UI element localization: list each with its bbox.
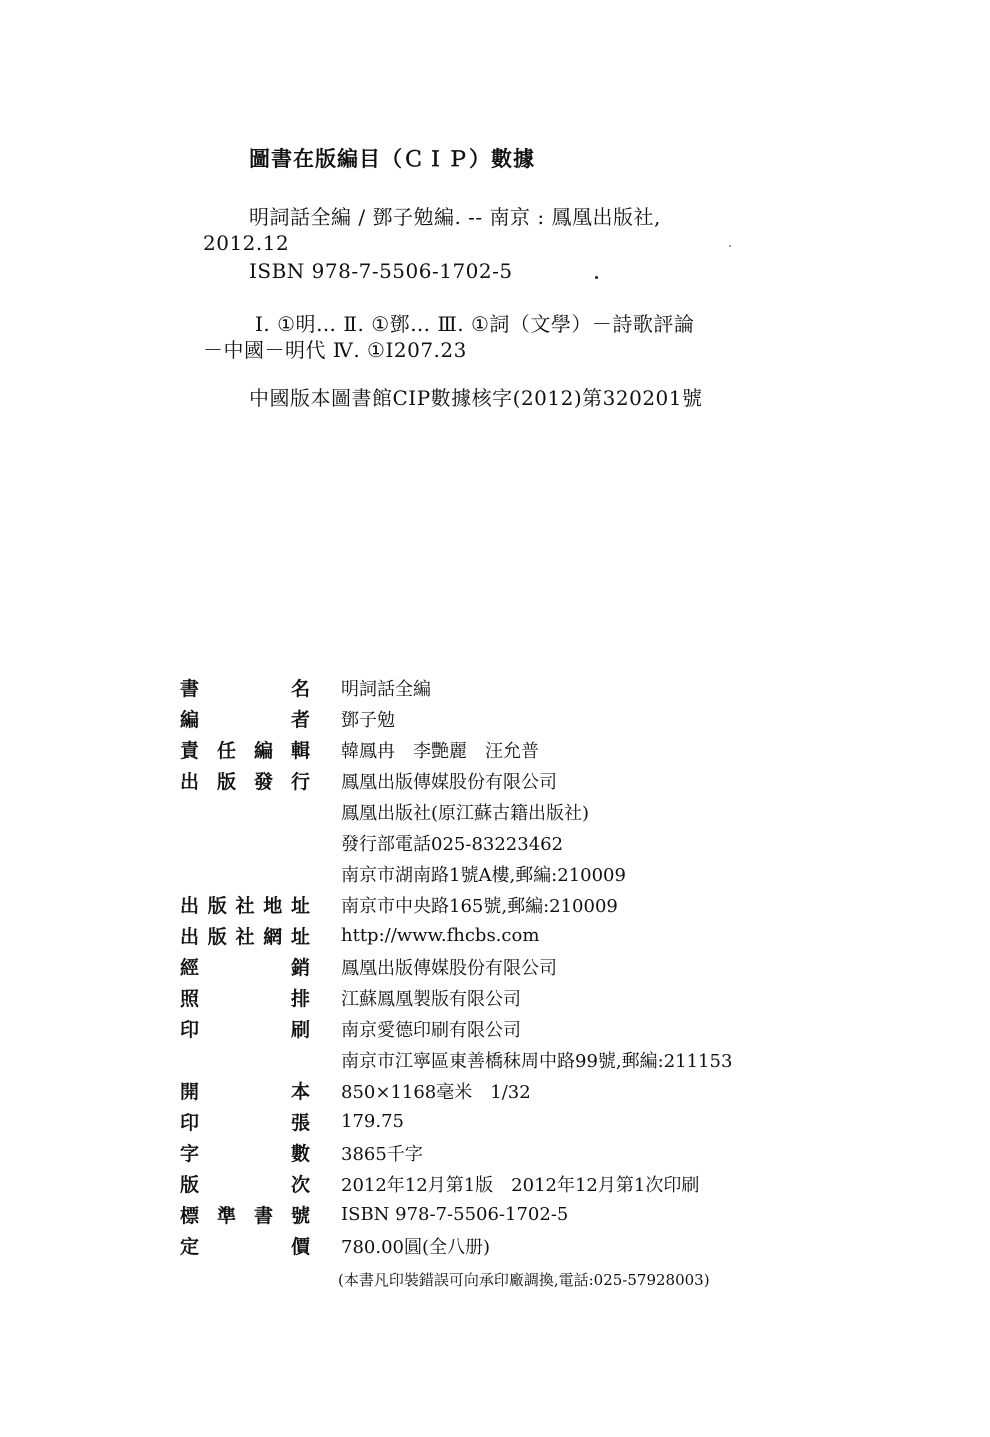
spec-value: 鄧子勉 xyxy=(341,709,395,731)
spec-value: 南京愛德印刷有限公司 xyxy=(341,1019,521,1041)
spec-label-char: 責 xyxy=(180,740,200,762)
spec-row xyxy=(180,1013,840,1044)
spec-label-char: 字 xyxy=(180,1143,200,1165)
spec-label-char: 開 xyxy=(180,1081,200,1103)
spec-label xyxy=(180,1170,310,1197)
spec-label-char: 出 xyxy=(180,771,200,793)
spec-value: 780.00圓(全八册) xyxy=(341,1236,491,1258)
spec-value: http://www.fhcbs.com xyxy=(341,925,540,946)
cip-line-registration: 中國版本圖書館CIP數據核字(2012)第320201號 xyxy=(249,386,703,410)
spec-row xyxy=(180,1230,840,1261)
spec-label-char: 張 xyxy=(290,1112,310,1134)
spec-label-char: 標 xyxy=(180,1205,200,1227)
spec-row xyxy=(180,796,840,827)
spec-label-char: 名 xyxy=(290,678,310,700)
spec-label-char: 經 xyxy=(180,957,200,979)
spec-label-char: 照 xyxy=(180,988,200,1010)
spec-label xyxy=(180,1201,310,1228)
spec-label-char: 社 xyxy=(235,926,255,948)
spec-value: 明詞話全編 xyxy=(341,678,431,700)
spec-label-char: 版 xyxy=(207,895,227,917)
spec-value: 南京市江寧區東善橋秣周中路99號,郵編:211153 xyxy=(341,1050,733,1072)
stray-speck xyxy=(729,245,731,247)
spec-label-char: 書 xyxy=(180,678,200,700)
spec-label-char: 銷 xyxy=(290,957,310,979)
spec-label-char: 行 xyxy=(290,771,310,793)
spec-label-char: 出 xyxy=(180,895,200,917)
spec-value: 南京市中央路165號,郵編:210009 xyxy=(341,895,618,917)
spec-label-char: 者 xyxy=(290,709,310,731)
spec-label xyxy=(180,1077,310,1104)
spec-row xyxy=(180,827,840,858)
cip-title: 圖書在版編目（ＣＩＰ）數據 xyxy=(249,147,535,171)
spec-label-char: 版 xyxy=(180,1174,200,1196)
spec-row xyxy=(180,951,840,982)
spec-label-char: 定 xyxy=(180,1236,200,1258)
spec-value: 南京市湖南路1號A樓,郵編:210009 xyxy=(341,864,626,886)
spec-label-char: 印 xyxy=(180,1112,200,1134)
stray-dot xyxy=(595,276,598,279)
spec-row xyxy=(180,672,840,703)
spec-label-char: 號 xyxy=(290,1205,310,1227)
spec-value: 江蘇鳳凰製版有限公司 xyxy=(341,988,521,1010)
spec-label-char: 編 xyxy=(253,740,273,762)
spec-label-char: 準 xyxy=(216,1205,236,1227)
spec-row xyxy=(180,889,840,920)
spec-row xyxy=(180,1106,840,1137)
spec-label xyxy=(180,922,310,949)
spec-row xyxy=(180,1199,840,1230)
spec-value: 鳳凰出版傳媒股份有限公司 xyxy=(341,771,557,793)
spec-row xyxy=(180,703,840,734)
spec-label-char: 社 xyxy=(235,895,255,917)
spec-row xyxy=(180,1137,840,1168)
spec-label-char: 網 xyxy=(263,926,283,948)
spec-label-char: 址 xyxy=(290,895,310,917)
spec-label xyxy=(180,891,310,918)
spec-row xyxy=(180,734,840,765)
spec-row xyxy=(180,920,840,951)
spec-label xyxy=(180,984,310,1011)
spec-label-char: 價 xyxy=(290,1236,310,1258)
spec-label xyxy=(180,1108,310,1135)
spec-label-char: 版 xyxy=(216,771,236,793)
spec-label xyxy=(180,736,310,763)
spec-value: 韓鳳冉 李艷麗 汪允普 xyxy=(341,740,539,762)
spec-label-char: 編 xyxy=(180,709,200,731)
spec-label xyxy=(180,705,310,732)
spec-label-char: 次 xyxy=(290,1174,310,1196)
spec-label-char: 地 xyxy=(263,895,283,917)
spec-value: 179.75 xyxy=(341,1111,404,1132)
spec-label xyxy=(180,953,310,980)
spec-label-char: 址 xyxy=(290,926,310,948)
spec-label xyxy=(180,1015,310,1042)
spec-row xyxy=(180,765,840,796)
spec-label-char: 任 xyxy=(216,740,236,762)
spec-label xyxy=(180,767,310,794)
spec-value: 鳳凰出版傳媒股份有限公司 xyxy=(341,957,557,979)
spec-row xyxy=(180,1044,840,1075)
cip-line-date: 2012.12 xyxy=(203,231,290,255)
spec-row xyxy=(180,982,840,1013)
spec-label xyxy=(180,674,310,701)
spec-label-char: 輯 xyxy=(290,740,310,762)
cip-line-classification: Ⅰ. ①明… Ⅱ. ①鄧… Ⅲ. ①詞（文學）－詩歌評論 xyxy=(255,312,695,336)
spec-value: 2012年12月第1版 2012年12月第1次印刷 xyxy=(341,1174,700,1196)
spec-label xyxy=(180,1232,310,1259)
spec-label-char: 出 xyxy=(180,926,200,948)
publication-specs xyxy=(180,672,840,1261)
printing-error-note: (本書凡印裝錯誤可向承印廠調換,電話:025-57928003) xyxy=(338,1271,710,1289)
spec-label-char: 發 xyxy=(253,771,273,793)
spec-label-char: 本 xyxy=(290,1081,310,1103)
spec-label-char: 版 xyxy=(207,926,227,948)
spec-label xyxy=(180,1139,310,1166)
cip-line-title-author-publisher: 明詞話全編 / 鄧子勉編. -- 南京 : 鳳凰出版社, xyxy=(249,205,661,229)
spec-label-char: 刷 xyxy=(290,1019,310,1041)
cip-line-isbn: ISBN 978-7-5506-1702-5 xyxy=(249,259,513,283)
spec-label-char: 印 xyxy=(180,1019,200,1041)
spec-value: 3865千字 xyxy=(341,1143,423,1165)
spec-value: 鳳凰出版社(原江蘇古籍出版社) xyxy=(341,802,590,824)
spec-label-char: 數 xyxy=(290,1143,310,1165)
spec-label-char: 書 xyxy=(253,1205,273,1227)
spec-row xyxy=(180,1075,840,1106)
cip-line-classification-cont: －中國－明代 Ⅳ. ①I207.23 xyxy=(203,338,467,362)
spec-row xyxy=(180,858,840,889)
spec-row xyxy=(180,1168,840,1199)
spec-value: 850×1168毫米 1/32 xyxy=(341,1081,531,1103)
spec-value: ISBN 978-7-5506-1702-5 xyxy=(341,1204,569,1225)
spec-label-char: 排 xyxy=(290,988,310,1010)
spec-value: 發行部電話025-83223462 xyxy=(341,833,564,855)
